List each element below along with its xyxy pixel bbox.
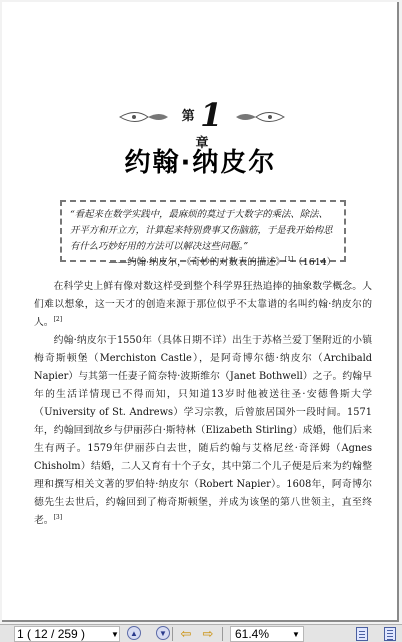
viewer-toolbar <box>0 624 402 642</box>
epigraph-year: （1614） <box>293 257 336 268</box>
toolbar-separator <box>172 627 173 641</box>
arrow-right-icon: ⇨ <box>202 626 214 641</box>
chapter-number: 1 <box>200 96 223 134</box>
single-page-view-icon <box>359 631 365 632</box>
next-page-button[interactable] <box>156 626 170 640</box>
epigraph-source <box>70 255 336 271</box>
previous-page-button[interactable] <box>127 626 141 640</box>
continuous-view-button[interactable] <box>384 627 396 641</box>
single-page-view-button[interactable] <box>356 627 368 641</box>
zoom-level-field[interactable]: 61.4% <box>230 626 304 642</box>
page-number-field[interactable]: 1 ( 12 / 259 ) <box>14 626 120 642</box>
chapter-word-pre: 第 <box>181 109 195 124</box>
toolbar-separator <box>222 627 223 641</box>
paragraph: 约翰·纳皮尔于1550年（具体日期不详）出生于苏格兰爱丁堡附近的小镇梅奇斯顿堡（Merchiston Castle），是阿奇博尔德·纳皮尔（Archibald Napier）与其第一任妻子简奈特·波斯维尔（Janet Bothwell）之子。约翰早年的生活详情现已不得而知，只知道13岁时他被送往圣·安德鲁斯大学（University of St. Andrews）学习宗教，后曾旅居国外一段时间。1571年，约翰回到故乡与伊丽莎白·斯特林（Elizabeth Stirling）成婚，他们后来生有两子。1579年伊丽莎白去世，随后约翰与艾格尼丝·奇泽姆（Agnes Chisholm）结婚，二人又育有十个子女，其中第二个儿子便是后来为约翰整理和撰写相关文著的罗伯特·纳皮尔（Robert Napier）。1608年，阿奇博尔德先生去世后，约翰回到了梅奇斯顿堡，并成为该堡的第八世领主，直至终老。[3] <box>34 335 372 526</box>
epigraph-source-prefix: ——约翰·纳皮尔，《奇妙的对数表的描述》 <box>108 257 285 268</box>
arrow-left-icon: ⇦ <box>180 626 192 641</box>
epigraph-box <box>60 200 346 268</box>
chevron-down-icon[interactable]: ▼ <box>292 629 300 639</box>
continuous-view-icon <box>387 630 393 631</box>
chapter-header <box>2 96 399 151</box>
chapter-label <box>174 96 230 151</box>
arrow-down-circle-icon: ▼ <box>159 628 167 638</box>
epigraph-text: “看起来在数学实践中，最麻烦的莫过于大数字的乘法、除法、开平方和开立方，计算起来特别费事又伤脑筋，于是我开始构思有什么巧妙好用的方法可以解决这些问题。” <box>70 209 333 252</box>
paragraph: 在科学史上鲜有像对数这样受到整个科学界狂热追捧的抽象数学概念。人们难以想象，这一天才的创造来源于那位似乎不太靠谱的名叫约翰·纳皮尔的人。[2] <box>34 281 372 328</box>
chapter-title: 约翰·纳皮尔 <box>124 148 277 178</box>
footnote-marker[interactable]: [1] <box>284 256 294 263</box>
footnote-marker[interactable]: [2] <box>53 316 63 323</box>
left-ornament-icon <box>118 110 170 124</box>
back-button[interactable] <box>178 626 194 642</box>
pdf-page <box>2 2 399 622</box>
chapter-word-post: 章 <box>195 136 209 151</box>
body-text <box>34 278 372 530</box>
forward-button[interactable] <box>200 626 216 642</box>
right-ornament-icon <box>234 110 286 124</box>
chevron-down-icon[interactable]: ▼ <box>111 629 119 639</box>
footnote-marker[interactable]: [3] <box>53 514 63 521</box>
arrow-up-circle-icon: ▲ <box>130 628 138 638</box>
